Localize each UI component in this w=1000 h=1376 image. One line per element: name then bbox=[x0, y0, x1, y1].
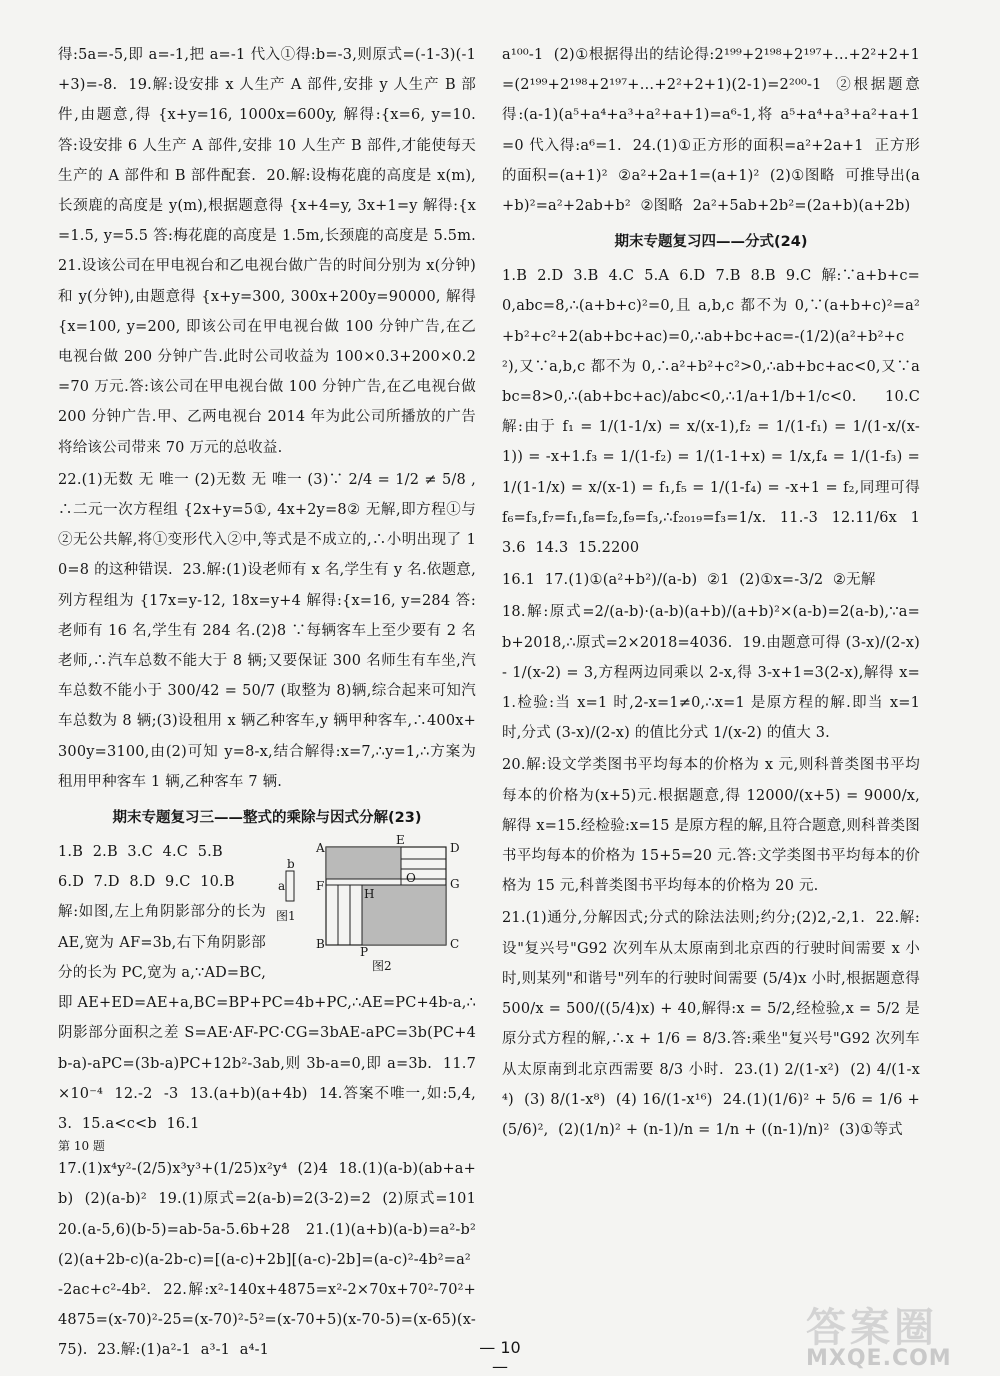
right-para-5: 20.解:设文学类图书平均每本的价格为 x 元,则科普类图书平均每本的价格为(x+5)元.根据题意,得 12000/(x+5) = 9000/x,解得 x=15.经检验:x=15 是原方程的解,且符合题意,则科普类图书平均每本的价格为 15+5=20 元.答:文学类图书平均每本的价格为 15 元,科普类图书平均每本的价格为 20 元. bbox=[502, 757, 920, 895]
fig-label-C: C bbox=[450, 937, 460, 952]
left-para-3: 1.B 2.B 3.C 4.C 5.B 6.D 7.D 8.D 9.C 10.B 解:如图,左上角阴影部分的长为 AE,宽为 AF=3b,右下角阴影部分的长为 PC,宽为 a,∵AD=BC,即 AE+ED=AE+a,BC=BP+PC=4b+PC,∴AE=PC+4b-a,∴阴影部分面积之差 S=AE·AF-PC·CG=3bAE-aPC=3b(PC+4b-a)-aPC=(3b-a)PC+12b²-3ab,则 3b-a=0,即 a=3b. 11.7×10⁻⁴ 12.-2 -3 13.(a+b)(a+4b) 14.答案不唯一,如:5,4,3. 15.a<c<b 16.1 bbox=[58, 844, 476, 1132]
watermark-url: MXQE.COM bbox=[806, 1346, 952, 1371]
right-column bbox=[502, 40, 930, 1147]
fig-label-F: F bbox=[316, 879, 325, 894]
fig-caption-2: 图2 bbox=[372, 959, 392, 974]
fig-caption-1: 图1 bbox=[276, 909, 296, 924]
fig-label-B: B bbox=[316, 937, 325, 952]
fig-label-G: G bbox=[450, 877, 460, 892]
right-para-2: 1.B 2.D 3.B 4.C 5.A 6.D 7.B 8.B 9.C 解:∵a+b+c=0,abc=8,∴(a+b+c)²=0,且 a,b,c 都不为 0,∵(a+b+c)²=a²+b²+c²+2(ab+bc+ac)=0,∴ab+bc+ac=-(1/2)(a²+b²+c²),又∵a,b,c 都不为 0,∴a²+b²+c²>0,∴ab+bc+ac<0,又∵abc=8>0,∴(ab+bc+ac)/abc<0,∴1/a+1/b+1/c<0. 10.C 解:由于 f₁ = 1/(1-1/x) = x/(x-1),f₂ = 1/(1-f₁) = 1/(1-x/(x-1)) = -x+1.f₃ = 1/(1-f₂) = 1/(1-1+x) = 1/x,f₄ = 1/(1-f₃) = 1/(1-1/x) = x/(x-1) = f₁,f₅ = 1/(1-f₄) = -x+1 = f₂,同理可得 f₆=f₃,f₇=f₁,f₈=f₂,f₉=f₃,∴f₂₀₁₉=f₃=1/x. 11.-3 12.11/6x 13.6 14.3 15.2200 bbox=[502, 268, 930, 557]
right-para-3: 16.1 17.(1)①(a²+b²)/(a-b) ②1 (2)①x=-3/2 ②无解 bbox=[502, 572, 876, 589]
fig-label-A: A bbox=[316, 841, 325, 856]
left-column bbox=[58, 40, 486, 1368]
fig-label-b: b bbox=[287, 857, 295, 872]
page-number: — 10 — bbox=[479, 1338, 521, 1376]
right-para-6: 21.(1)通分,分解因式;分式的除法法则;约分;(2)2,-2,1. 22.解:设"复兴号"G92 次列车从太原南到北京西的行驶时间需要 x 小时,则某列"和谐号"列车的行驶时间需要 (5/4)x 小时,根据题意得 500/x = 500/((5/4)x) + 40,解得:x = 5/2,经检验,x = 5/2 是原分式方程的解,∴x + 1/6 = 8/3.答:乘坐"复兴号"G92 次列车从太原南到北京西需要 8/3 小时. 23.(1) 2/(1-x²) (2) 4/(1-x⁴) (3) 8/(1-x⁸) (4) 16/(1-x¹⁶) 24.(1)(1/6)² + 5/6 = 1/6 + (5/6)², (2)(1/n)² + (n-1)/n = 1/n + ((n-1)/n)² (3)①等式 bbox=[502, 910, 925, 1138]
left-para-2: 22.(1)无数 无 唯一 (2)无数 无 唯一 (3)∵ 2/4 = 1/2 ≠ 5/8 ,∴二元一次方程组 {2x+y=5①, 4x+2y=8② 无解,即方程①与②无公共解,将①变形代入②中,等式是不成立的,∴小明出现了 10=8 的这种错误. 23.解:(1)设老师有 x 名,学生有 y 名.依题意,列方程组为 {17x=y-12, 18x=y+4 解得:{x=16, y=284 答:老师有 16 名,学生有 284 名.(2)8 ∵每辆客车上至少要有 2 名老师,∴汽车总数不能大于 8 辆;又要保证 300 名师生有车坐,汽车总数不能小于 300/42 = 50/7 (取整为 8)辆,综合起来可知汽车总数为 8 辆;(3)设租用 x 辆乙种客车,y 辆甲种客车,∴400x+300y=3100,由(2)可知 y=8-x,结合解得:x=7,∴y=1,∴方案为租用甲种客车 1 辆,乙种客车 7 辆. bbox=[58, 471, 476, 790]
watermark-logo: 答案圈 bbox=[806, 1305, 938, 1351]
right-para-1: a¹⁰⁰-1 (2)①根据得出的结论得:2¹⁹⁹+2¹⁹⁸+2¹⁹⁷+…+2²+2+1=(2¹⁹⁹+2¹⁹⁸+2¹⁹⁷+…+2²+2+1)(2-1)=2²⁰⁰-1 ②根据题意得:(a-1)(a⁵+a⁴+a³+a²+a+1)=a⁶-1,将 a⁵+a⁴+a³+a²+a+1=0 代入得:a⁶=1. 24.(1)①正方形的面积=a²+2a+1 正方形的面积=(a+1)² ②a²+2a+1=(a+1)² (2)①图略 可推导出(a+b)²=a²+2ab+b² ②图略 2a²+5ab+2b²=(2a+b)(a+2b) bbox=[502, 47, 920, 215]
figure-title: 第 10 题 bbox=[58, 1139, 105, 1154]
fig-label-D: D bbox=[450, 841, 460, 856]
fig-label-a: a bbox=[278, 879, 286, 894]
left-para-1: 得:5a=-5,即 a=-1,把 a=-1 代入①得:b=-3,则原式=(-1-3)(-1+3)=-8. 19.解:设安排 x 人生产 A 部件,安排 y 人生产 B 部件,由题意,得 {x+y=16, 1000x=600y, 解得:{x=6, y=10. 答:设安排 6 人生产 A 部件,安排 10 人生产 B 部件,才能使每天生产的 A 部件和 B 部件配套. 20.解:设梅花鹿的高度是 x(m),长颈鹿的高度是 y(m),根据题意得 {x+4=y, 3x+1=y 解得:{x=1.5, y=5.5 答:梅花鹿的高度是 1.5m,长颈鹿的高度是 5.5m. 21.设该公司在甲电视台和乙电视台做广告的时间分别为 x(分钟)和 y(分钟),由题意得 {x+y=300, 300x+200y=90000, 解得 {x=100, y=200, 即该公司在甲电视台做 100 分钟广告,在乙电视台做 200 分钟广告.此时公司收益为 100×0.3+200×0.2=70 万元.答:该公司在甲电视台做 100 分钟广告,在乙电视台做 200 分钟广告.甲、乙两电视台 2014 年为此公司所播放的广告将给该公司带来 70 万元的总收益. bbox=[58, 47, 486, 456]
fig-label-P: P bbox=[360, 945, 369, 960]
fig-label-H: H bbox=[364, 887, 375, 902]
figure-q10-drawing bbox=[276, 841, 476, 973]
section-heading-4: 期末专题复习四——分式(24) bbox=[614, 234, 808, 251]
section-heading-3: 期末专题复习三——整式的乘除与因式分解(23) bbox=[112, 810, 422, 827]
left-para-4: 17.(1)x⁴y²-(2/5)x³y³+(1/25)x²y⁴ (2)4 18.(1)(a-b)(ab+a+b) (2)(a-b)² 19.(1)原式=2(a-b)=2(3-2)=2 (2)原式=101 20.(a-5,6)(b-5)=ab-5a-5.6b+28 21.(1)(a+b)(a-b)=a²-b² (2)(a+2b-c)(a-2b-c)=[(a-c)+2b][(a-c)-2b]=(a-c)²-4b²=a²-2ac+c²-4b². 22.解:x²-140x+4875=x²-2×70x+70²-70²+4875=(x-70)²-25=(x-70)²-5²=(x-70+5)(x-70-5)=(x-65)(x-75). 23.解:(1)a²-1 a³-1 a⁴-1 bbox=[58, 1161, 486, 1359]
fig-label-E: E bbox=[396, 833, 405, 848]
right-para-4: 18.解:原式=2/(a-b)·(a-b)(a+b)/(a+b)²×(a-b)=2(a-b),∵a=b+2018,∴原式=2×2018=4036. 19.由题意可得 (3-x)/(2-x) - 1/(x-2) = 3,方程两边同乘以 2-x,得 3-x+1=3(2-x),解得 x=1.检验:当 x=1 时,2-x=1≠0,∴x=1 是原方程的解.即当 x=1 时,分式 (3-x)/(2-x) 的值比分式 1/(x-2) 的值大 3. bbox=[502, 604, 925, 742]
fig-label-O: O bbox=[406, 871, 416, 886]
figure-q10 bbox=[276, 833, 476, 974]
